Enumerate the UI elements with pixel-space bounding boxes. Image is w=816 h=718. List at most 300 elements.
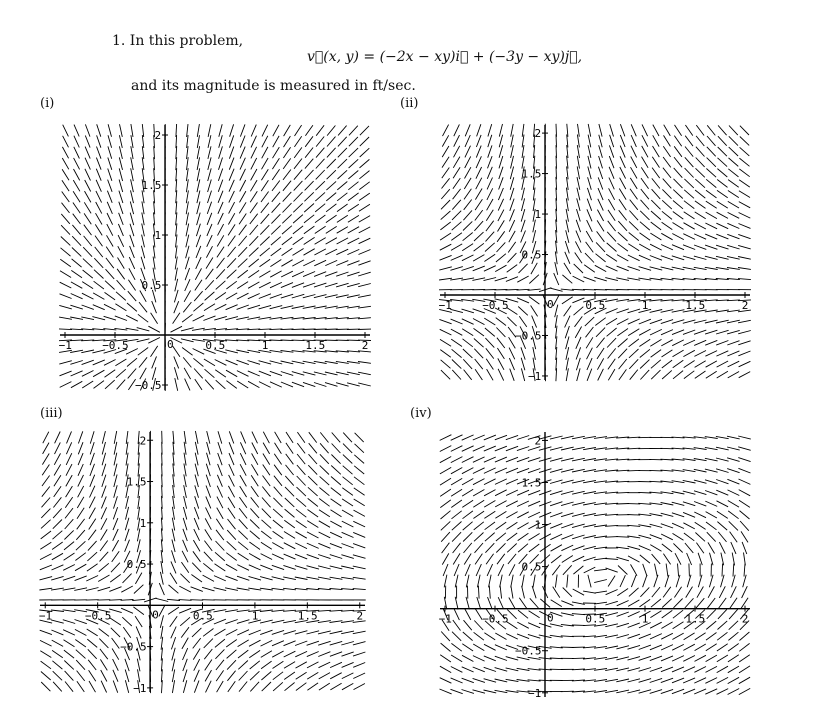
slope-segment: [454, 608, 460, 620]
slope-segment: [293, 249, 304, 256]
slope-segment: [595, 318, 605, 326]
slope-segment: [585, 317, 594, 326]
slope-segment: [594, 448, 607, 450]
slope-segment: [315, 215, 325, 223]
slope-segment: [306, 589, 319, 590]
slope-segment: [598, 177, 603, 189]
slope-segment: [462, 266, 474, 270]
x-tick-label: −0.5: [482, 299, 509, 312]
slope-segment: [694, 667, 706, 673]
slope-segment: [70, 329, 83, 330]
slope-segment: [495, 668, 508, 672]
slope-segment: [307, 672, 318, 679]
slope-segment: [629, 359, 638, 369]
slope-segment: [204, 552, 213, 562]
slope-segment: [126, 315, 138, 321]
slope-segment: [358, 362, 371, 364]
slope-segment: [142, 201, 144, 214]
slope-segment: [716, 458, 729, 461]
slope-segment: [175, 268, 177, 281]
slope-segment: [283, 631, 296, 635]
slope-segment: [561, 691, 574, 692]
slope-segment: [272, 641, 284, 646]
slope-segment: [215, 552, 225, 561]
slope-segment: [353, 589, 366, 590]
slope-segment: [475, 543, 484, 553]
slope-segment: [528, 512, 540, 518]
slope-segment: [650, 545, 661, 552]
slope-segment: [476, 156, 481, 168]
slope-segment: [89, 681, 96, 692]
slope-segment: [225, 588, 238, 591]
slope-segment: [696, 125, 704, 135]
slope-segment: [717, 666, 728, 672]
slope-segment: [586, 242, 594, 253]
slope-segment: [473, 490, 484, 497]
slope-segment: [136, 626, 141, 638]
slope-segment: [473, 479, 485, 485]
slope-segment: [226, 360, 238, 365]
slope-segment: [507, 544, 517, 553]
slope-segment: [92, 317, 105, 320]
slope-segment: [263, 443, 270, 454]
slope-segment: [208, 146, 211, 159]
slope-segment: [717, 501, 729, 507]
slope-segment: [442, 553, 449, 564]
slope-segment: [330, 566, 343, 569]
slope-segment: [132, 599, 145, 600]
slope-segment: [182, 638, 188, 649]
slope-segment: [353, 566, 366, 569]
slope-segment: [307, 554, 319, 558]
slope-segment: [125, 670, 129, 683]
slope-segment: [674, 168, 683, 178]
slope-segment: [348, 193, 358, 201]
slope-segment: [183, 529, 187, 541]
slope-segment: [272, 554, 284, 559]
slope-segment: [628, 668, 641, 671]
slope-segment: [152, 367, 156, 380]
slope-segment: [639, 255, 651, 260]
slope-segment: [484, 254, 495, 261]
slope-segment: [295, 577, 308, 580]
slope-segment: [336, 283, 349, 287]
slope-segment: [186, 246, 189, 259]
slope-segment: [500, 586, 502, 599]
slope-segment: [70, 361, 82, 365]
slope-segment: [498, 564, 504, 576]
x-tick-label: −1: [438, 612, 452, 626]
slope-segment: [207, 442, 210, 455]
slope-segment: [171, 627, 176, 639]
slope-segment: [172, 550, 176, 562]
slope-segment: [474, 221, 483, 231]
slope-segment: [116, 369, 126, 378]
slope-segment: [472, 278, 485, 281]
slope-segment: [358, 261, 370, 265]
slope-segment: [686, 587, 693, 598]
slope-segment: [616, 646, 629, 649]
slope-segment: [639, 679, 652, 683]
slope-segment: [628, 244, 639, 251]
slope-segment: [92, 329, 105, 330]
slope-segment: [114, 496, 118, 508]
slope-segment: [574, 264, 583, 273]
slope-segment: [661, 300, 674, 301]
slope-segment: [729, 521, 738, 530]
slope-segment: [653, 146, 660, 157]
y-tick-label: −1: [528, 686, 542, 700]
slope-segment: [353, 544, 365, 548]
slope-segment: [722, 564, 723, 577]
slope-segment: [729, 136, 738, 145]
slope-segment: [661, 656, 673, 661]
slope-segment: [40, 554, 52, 560]
slope-segment: [649, 470, 662, 471]
slope-segment: [84, 202, 91, 213]
slope-segment: [74, 169, 80, 180]
slope-segment: [462, 446, 474, 452]
slope-segment: [183, 518, 187, 530]
x-tick-label: 2: [356, 609, 364, 623]
slope-segment: [739, 490, 751, 496]
slope-segment: [496, 328, 505, 337]
slope-segment: [70, 340, 83, 341]
slope-segment: [455, 575, 458, 588]
slope-segment: [319, 662, 331, 668]
slope-segment: [65, 519, 74, 529]
slope-segment: [238, 553, 249, 560]
slope-segment: [316, 137, 324, 147]
slope-segment: [292, 294, 305, 298]
slope-segment: [43, 432, 49, 444]
slope-segment: [608, 369, 615, 380]
slope-segment: [710, 553, 714, 566]
slope-segment: [64, 542, 74, 550]
slope-segment: [63, 125, 69, 137]
slope-segment: [305, 125, 313, 136]
slope-segment: [320, 476, 330, 485]
slope-segment: [338, 159, 347, 168]
slope-segment: [673, 190, 683, 199]
y-tick-label: −0.5: [515, 644, 542, 658]
slope-segment: [294, 181, 303, 191]
slope-segment: [107, 235, 114, 246]
slope-segment: [517, 468, 529, 473]
slope-segment: [349, 159, 359, 168]
slope-segment: [262, 682, 271, 691]
slope-segment: [101, 507, 107, 519]
slope-segment: [237, 588, 250, 590]
slope-segment: [609, 188, 615, 200]
slope-segment: [572, 469, 585, 472]
slope-segment: [451, 233, 462, 241]
slope-segment: [176, 223, 177, 236]
slope-segment: [347, 351, 360, 352]
slope-segment: [739, 677, 750, 684]
slope-segment: [642, 135, 648, 147]
slope-segment: [238, 661, 248, 670]
slope-segment: [95, 224, 102, 235]
slope-segment: [54, 464, 61, 475]
slope-segment: [94, 381, 105, 389]
slope-segment: [717, 361, 729, 367]
slope-segment: [325, 295, 338, 298]
slope-segment: [319, 499, 329, 507]
slope-segment: [639, 656, 651, 660]
slope-segment: [78, 464, 83, 476]
slope-segment: [249, 259, 259, 267]
slope-segment: [214, 576, 226, 581]
slope-segment: [463, 532, 472, 541]
slope-segment: [260, 237, 270, 246]
slope-segment: [237, 381, 248, 388]
x-tick-label: 1.5: [305, 339, 326, 352]
slope-segment: [683, 448, 696, 449]
slope-segment: [331, 488, 341, 496]
slope-segment: [463, 511, 473, 519]
slope-segment: [87, 639, 97, 647]
slope-segment: [500, 575, 503, 588]
slope-segment: [87, 629, 98, 636]
slope-segment: [61, 214, 70, 224]
slope-segment: [484, 490, 495, 496]
slope-segment: [205, 380, 214, 390]
slope-segment: [473, 255, 484, 262]
slope-segment: [495, 679, 508, 682]
slope-segment: [687, 575, 691, 588]
slope-segment: [616, 437, 629, 438]
slope-segment: [728, 666, 739, 673]
slope-segment: [650, 514, 663, 516]
slope-segment: [705, 689, 717, 694]
slope-segment: [440, 255, 452, 260]
slope-segment: [583, 647, 596, 648]
slope-segment: [519, 264, 528, 273]
slope-segment: [619, 189, 626, 200]
slope-segment: [616, 657, 629, 660]
slope-segment: [206, 496, 211, 508]
slope-segment: [484, 690, 497, 693]
slope-segment: [236, 340, 249, 341]
slope-segment: [250, 671, 259, 680]
x-tick-label: 0: [152, 608, 159, 622]
slope-segment: [517, 436, 529, 440]
slope-segment: [303, 382, 315, 386]
slope-segment: [250, 191, 257, 202]
slope-segment: [338, 137, 347, 147]
slope-segment: [207, 431, 210, 444]
slope-segment: [215, 360, 227, 366]
slope-segment: [683, 480, 696, 483]
slope-segment: [628, 645, 641, 649]
slope-segment: [605, 657, 618, 660]
slope-segment: [673, 360, 684, 368]
slope-segment: [156, 598, 169, 601]
slope-segment: [550, 491, 563, 495]
slope-segment: [76, 660, 85, 670]
slope-segment: [672, 340, 684, 346]
slope-segment: [74, 125, 79, 137]
slope-segment: [488, 135, 492, 147]
slope-segment: [495, 656, 507, 660]
slope-segment: [331, 455, 340, 464]
slope-segment: [219, 158, 223, 170]
slope-segment: [114, 431, 117, 444]
slope-segment: [694, 437, 707, 439]
slope-segment: [640, 587, 649, 596]
slope-segment: [119, 157, 122, 170]
problem-intro: 1. In this problem,: [112, 33, 244, 49]
slope-segment: [216, 530, 224, 540]
slope-segment: [171, 326, 183, 332]
slope-field-plot-iv: [438, 432, 750, 700]
slope-segment: [606, 318, 617, 325]
slope-segment: [705, 678, 717, 684]
slope-segment: [296, 672, 307, 679]
slope-segment: [685, 598, 694, 608]
slope-segment: [292, 317, 305, 319]
slope-segment: [106, 269, 115, 279]
slope-segment: [272, 577, 285, 580]
slope-segment: [507, 522, 518, 529]
slope-segment: [248, 305, 261, 309]
slope-segment: [508, 253, 517, 263]
slope-segment: [186, 168, 188, 181]
slope-segment: [706, 212, 717, 219]
slope-segment: [215, 304, 227, 310]
slope-segment: [510, 199, 514, 211]
slope-segment: [694, 491, 706, 495]
slope-segment: [229, 475, 235, 487]
slope-segment: [218, 453, 222, 465]
slope-segment: [193, 540, 200, 551]
slope-segment: [286, 443, 293, 454]
slope-segment: [248, 371, 260, 376]
slope-segment: [131, 124, 133, 137]
slope-segment: [41, 672, 51, 681]
slope-segment: [259, 282, 271, 288]
panel-label-iv: (iv): [410, 406, 432, 421]
slope-segment: [619, 210, 627, 220]
slope-segment: [638, 525, 651, 527]
slope-segment: [305, 136, 313, 147]
slope-segment: [683, 678, 695, 683]
slope-segment: [341, 566, 354, 569]
slope-segment: [123, 627, 131, 638]
slope-segment: [553, 587, 560, 598]
slope-segment: [655, 564, 658, 577]
slope-segment: [303, 260, 315, 266]
slope-segment: [170, 616, 178, 627]
slope-segment: [630, 189, 638, 200]
slope-segment: [227, 650, 237, 659]
slope-segment: [717, 190, 728, 197]
slope-segment: [728, 212, 740, 218]
slope-segment: [531, 263, 537, 274]
slope-segment: [347, 318, 360, 319]
slope-segment: [119, 202, 123, 214]
x-tick-label: 1: [641, 612, 649, 626]
slope-segment: [506, 435, 518, 439]
slope-segment: [683, 470, 696, 472]
slope-segment: [661, 310, 674, 313]
slope-segment: [650, 329, 662, 335]
slope-segment: [303, 361, 316, 363]
slope-segment: [327, 137, 336, 147]
slope-segment: [497, 348, 504, 359]
slope-segment: [186, 179, 188, 192]
slope-segment: [498, 369, 504, 381]
slope-segment: [315, 238, 326, 245]
slope-segment: [727, 479, 739, 484]
slope-segment: [721, 553, 724, 566]
slope-segment: [214, 316, 227, 320]
slope-segment: [292, 382, 304, 387]
slope-segment: [639, 535, 652, 538]
slope-segment: [583, 481, 596, 483]
slope-segment: [462, 468, 474, 474]
slope-segment: [661, 492, 674, 494]
slope-segment: [325, 306, 338, 308]
slope-segment: [451, 667, 463, 673]
slope-segment: [484, 457, 496, 462]
slope-segment: [110, 574, 121, 582]
slope-segment: [517, 490, 529, 495]
slope-segment: [308, 476, 317, 485]
slope-segment: [52, 640, 63, 646]
slope-segment: [705, 256, 718, 259]
slope-segment: [119, 135, 122, 148]
slope-segment: [73, 203, 80, 214]
slope-segment: [347, 383, 360, 386]
y-tick-label: 1.5: [126, 475, 147, 489]
slope-segment: [292, 361, 305, 364]
slope-segment: [219, 146, 223, 158]
slope-segment: [261, 640, 273, 646]
slope-segment: [441, 532, 450, 542]
slope-segment: [695, 533, 705, 542]
slope-segment: [465, 167, 471, 178]
slope-segment: [462, 319, 474, 325]
slope-segment: [598, 369, 604, 381]
slope-segment: [695, 190, 705, 198]
slope-segment: [608, 199, 615, 210]
slope-segment: [316, 170, 325, 179]
slope-segment: [727, 341, 739, 345]
slope-segment: [664, 135, 671, 146]
slope-segment: [205, 529, 212, 540]
slope-segment: [598, 167, 602, 179]
slope-segment: [664, 125, 671, 136]
slope-segment: [484, 266, 496, 272]
slope-segment: [678, 564, 679, 577]
slope-segment: [342, 532, 354, 537]
slope-segment: [112, 540, 118, 551]
slope-segment: [171, 637, 175, 649]
slope-segment: [331, 499, 342, 506]
slope-segment: [250, 214, 258, 224]
slope-segment: [241, 431, 246, 443]
slope-segment: [249, 565, 261, 570]
slope-segment: [292, 271, 304, 276]
slope-segment: [572, 614, 585, 615]
slope-segment: [70, 317, 83, 319]
slope-segment: [182, 314, 192, 322]
slope-segment: [167, 599, 180, 600]
slope-segment: [683, 278, 696, 279]
slope-segment: [226, 381, 236, 389]
